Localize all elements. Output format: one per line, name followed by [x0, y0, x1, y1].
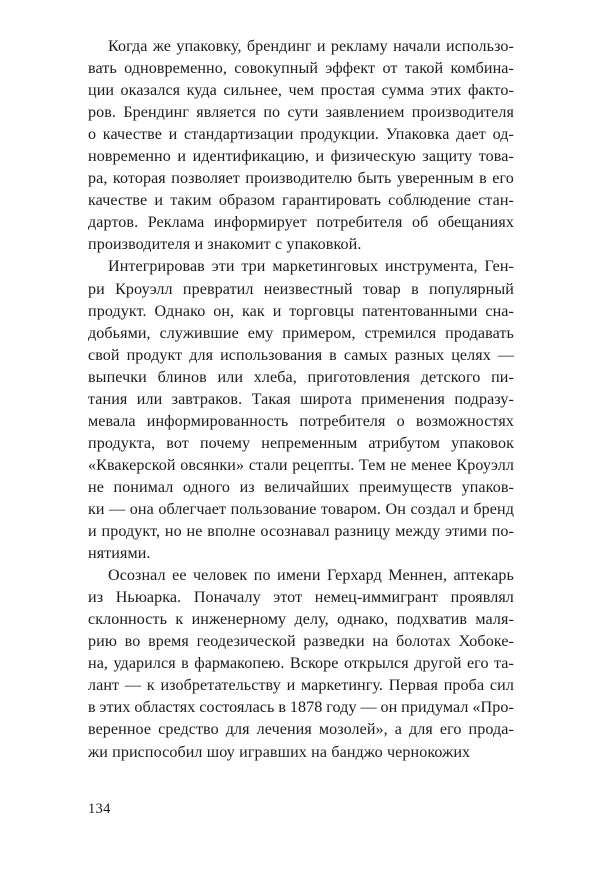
text-word: това- — [478, 148, 514, 166]
text-word: однако, — [337, 611, 389, 629]
text-line — [88, 301, 514, 323]
text-word: Когда — [108, 38, 148, 55]
text-word: к — [175, 611, 184, 629]
text-word: и — [177, 148, 187, 166]
text-word: быть — [357, 170, 392, 188]
text-line — [88, 124, 514, 146]
text-line — [88, 58, 514, 80]
text-word: как — [242, 302, 265, 320]
text-line — [88, 323, 514, 345]
text-word: другой — [414, 655, 462, 673]
text-word: овсянки» — [180, 456, 245, 474]
text-word: разных — [394, 346, 445, 364]
text-word: ции — [88, 82, 115, 100]
text-word: этих — [99, 699, 131, 717]
text-word: о — [88, 126, 97, 144]
text-word: стремился — [364, 324, 437, 342]
text-word: разведки — [303, 633, 365, 651]
text-word: использо- — [446, 38, 514, 55]
text-word: ров. — [88, 104, 117, 122]
text-word: Первая — [388, 677, 438, 695]
text-word: или — [136, 390, 163, 408]
text-word: упаковок — [451, 434, 514, 452]
text-word: Реклама — [147, 214, 205, 232]
text-word: Осознал — [108, 567, 166, 585]
text-word: ки — [88, 500, 105, 518]
text-word: сильнее, — [223, 82, 283, 100]
text-word: факто- — [468, 82, 514, 100]
text-line: жи приспособил шоу игравших на банджо чернокожих — [88, 743, 471, 761]
text-word: в — [479, 170, 487, 188]
text-word: она — [129, 500, 154, 518]
text-word: три — [241, 258, 266, 276]
text-word: патентованными — [361, 302, 478, 320]
text-word: позволяет — [171, 170, 240, 188]
text-word: создал — [410, 500, 456, 518]
text-line — [88, 587, 514, 609]
text-line — [88, 455, 514, 477]
text-line — [88, 631, 514, 653]
text-word: году — [326, 699, 357, 717]
text-word: в — [411, 280, 419, 298]
text-word: рецепты. — [292, 456, 355, 474]
text-word: областях — [134, 699, 196, 717]
text-line: нятиями. — [88, 545, 151, 563]
text-word: подразу- — [454, 390, 514, 408]
text-word: стан- — [478, 192, 514, 210]
text-word: завтраков. — [171, 390, 243, 408]
text-word: превратил — [182, 280, 254, 298]
text-word: менее — [411, 456, 452, 474]
text-word: комбина- — [450, 60, 514, 78]
text-word: Поначалу — [193, 589, 261, 607]
text-word: стали — [248, 456, 288, 474]
text-word: по — [253, 567, 271, 585]
text-word: дартов. — [88, 214, 139, 232]
text-word: сна- — [485, 302, 514, 320]
text-word: информирует — [213, 214, 307, 232]
text-word: веренное — [88, 721, 152, 739]
text-word: продукции. — [300, 126, 380, 144]
text-word: од- — [492, 126, 514, 144]
text-word: для — [225, 721, 250, 739]
text-word: и — [460, 500, 469, 518]
text-word: продукт — [126, 346, 183, 364]
text-word: Интегрировав — [108, 258, 205, 276]
text-word: — — [497, 346, 514, 364]
text-word: лант — [88, 677, 120, 695]
text-word: использования — [220, 346, 323, 364]
text-word: — — [360, 699, 377, 717]
text-word: и — [272, 302, 282, 320]
page-number: 134 — [88, 801, 111, 817]
text-word: защиту — [422, 148, 473, 166]
text-word: оказался — [120, 82, 181, 100]
text-word: брендинг — [246, 38, 312, 55]
text-word: продукт, — [101, 523, 161, 541]
text-word: Хобоке- — [458, 633, 514, 651]
text-word: геодезической — [196, 633, 296, 651]
text-word: детского — [420, 368, 481, 386]
text-word: уверенным — [396, 170, 474, 188]
text-word: таким — [170, 192, 212, 210]
text-word: гарантировать — [282, 192, 381, 210]
text-word: для — [189, 346, 214, 364]
text-word: приготовления — [307, 368, 410, 386]
text-word: открылся — [343, 655, 409, 673]
text-word: простая — [320, 82, 376, 100]
text-word: ри — [88, 280, 105, 298]
text-word: не — [88, 478, 104, 496]
text-word: Однако — [154, 302, 206, 320]
text-word: его — [466, 655, 489, 673]
text-word: широта — [300, 390, 352, 408]
text-word: продавать — [445, 324, 514, 342]
text-word: Упаковка — [385, 126, 450, 144]
text-word: на — [372, 633, 389, 651]
text-word: в — [278, 699, 286, 717]
text-word: склонность — [88, 611, 168, 629]
text-word: применения — [361, 390, 445, 408]
text-word: Ньюарка. — [115, 589, 182, 607]
text-word: инженерному — [191, 611, 287, 629]
text-line — [88, 345, 514, 367]
text-line — [88, 411, 514, 433]
text-line: производителя и знакомит с упаковкой. — [88, 236, 362, 254]
text-word: продукт. — [88, 302, 147, 320]
text-word: средство — [158, 721, 219, 739]
text-word: стандартизации — [184, 126, 294, 144]
text-word: хлеба, — [253, 368, 297, 386]
text-word: примером, — [282, 324, 356, 342]
text-word: и — [315, 148, 325, 166]
text-word: упаковку, — [176, 38, 242, 55]
paragraph-2 — [88, 256, 514, 565]
text-word: непременным — [261, 434, 358, 452]
text-line — [88, 499, 514, 521]
text-word: маркетингу. — [301, 677, 384, 695]
text-word: по — [263, 104, 281, 122]
text-word: фармакопею. — [194, 655, 285, 673]
text-word: продукта, — [88, 434, 156, 452]
text-word: этими — [445, 523, 487, 541]
text-word: идентификацию, — [192, 148, 309, 166]
text-word: торговцы — [289, 302, 355, 320]
text-word: понимал — [113, 478, 174, 496]
text-word: Герхард — [327, 567, 382, 585]
text-word: из — [239, 478, 255, 496]
text-word: и — [88, 523, 97, 541]
text-word: Тем — [359, 456, 386, 474]
text-word: же — [152, 38, 172, 55]
text-word: чем — [288, 82, 315, 100]
text-word: этих — [430, 82, 462, 100]
text-word: но — [164, 523, 182, 541]
text-word: служившие — [159, 324, 239, 342]
text-word: этот — [273, 589, 303, 607]
text-word: почему — [199, 434, 251, 452]
text-word: проявлял — [450, 589, 514, 607]
text-word: сути — [287, 104, 319, 122]
text-word: производителю — [245, 170, 353, 188]
text-line — [88, 433, 514, 455]
text-word: состоялась — [199, 699, 275, 717]
text-word: придумал — [401, 699, 469, 717]
text-word: преимуществ — [358, 478, 453, 496]
text-word: Ген- — [484, 258, 514, 276]
text-word: — — [109, 500, 126, 518]
text-line — [88, 565, 514, 587]
text-word: и — [168, 126, 178, 144]
text-line — [88, 102, 514, 124]
text-word: атрибутом — [368, 434, 441, 452]
text-word: его — [492, 170, 514, 188]
text-word: подхватив — [396, 611, 468, 629]
text-word: аптекарь — [453, 567, 514, 585]
text-word: и — [316, 38, 326, 55]
text-word: одновременно, — [124, 60, 227, 78]
text-line — [88, 256, 514, 278]
text-word: пи- — [491, 368, 514, 386]
text-word: добьями, — [88, 324, 151, 342]
text-line — [88, 367, 514, 389]
text-word: делу, — [294, 611, 329, 629]
text-word: рекламу — [330, 38, 388, 55]
text-line — [88, 279, 514, 301]
text-word: на, — [88, 655, 109, 673]
text-word: осознавал — [260, 523, 330, 541]
text-word: и — [154, 192, 164, 210]
text-word: потребителя — [299, 412, 386, 430]
text-word: сил — [489, 677, 514, 695]
text-word: от — [382, 60, 398, 78]
text-word: товар — [362, 280, 401, 298]
text-word: время — [148, 633, 189, 651]
text-word: не — [186, 523, 203, 541]
text-word: ударился — [113, 655, 176, 673]
text-word: имени — [277, 567, 321, 585]
text-word: эти — [211, 258, 235, 276]
text-word: к — [146, 677, 155, 695]
text-word: производителя — [411, 104, 514, 122]
text-line — [88, 80, 514, 102]
text-word: в — [181, 655, 189, 673]
text-word: он, — [213, 302, 235, 320]
text-word: сумма — [381, 82, 425, 100]
text-word: «Квакерской — [88, 456, 176, 474]
text-word: вполне — [207, 523, 256, 541]
text-line — [88, 146, 514, 168]
text-word: заявлением — [325, 104, 405, 122]
text-word: лечения — [256, 721, 312, 739]
text-line — [88, 609, 514, 631]
text-line — [88, 389, 514, 411]
page-text-body — [88, 36, 514, 764]
text-word: проба — [443, 677, 485, 695]
text-word: начали — [393, 38, 441, 55]
text-word: куда — [186, 82, 217, 100]
text-word: самых — [343, 346, 388, 364]
text-word: Кроуэлл — [115, 280, 173, 298]
text-line — [88, 653, 514, 675]
text-word: Меннен, — [388, 567, 448, 585]
text-word: Такая — [251, 390, 291, 408]
text-word: неизвестный — [263, 280, 353, 298]
text-word: целях — [451, 346, 491, 364]
text-line — [88, 697, 514, 719]
text-word: 1878 — [289, 699, 323, 717]
paragraph-1 — [88, 36, 514, 256]
text-word: Он — [385, 500, 406, 518]
text-word: мозолей», — [318, 721, 388, 739]
text-line — [88, 168, 514, 190]
text-word: та- — [494, 655, 514, 673]
text-word: величайших — [264, 478, 350, 496]
text-word: маля- — [475, 611, 514, 629]
text-word: которая — [112, 170, 166, 188]
text-word: между — [395, 523, 441, 541]
text-word: для — [409, 721, 433, 739]
text-word: товаром. — [321, 500, 382, 518]
text-word: он — [380, 699, 398, 717]
text-word: и — [286, 677, 296, 695]
text-word: рию — [88, 633, 117, 651]
text-word: «Про- — [472, 699, 514, 717]
text-word: возможностях — [415, 412, 514, 430]
text-word: его — [439, 721, 462, 739]
text-word: вать — [88, 60, 117, 78]
text-word: Вскоре — [289, 655, 339, 673]
text-word: блинов — [157, 368, 207, 386]
text-word: одного — [182, 478, 231, 496]
text-word: упаков- — [461, 478, 514, 496]
text-word: Брендинг — [123, 104, 190, 122]
text-word: дает — [456, 126, 486, 144]
text-word: эффект — [325, 60, 376, 78]
text-word: популярный — [429, 280, 514, 298]
text-word: обещаниях — [437, 214, 514, 232]
text-word: облегчает — [158, 500, 227, 518]
text-word: выпечки — [88, 368, 147, 386]
text-word: соблюдение — [388, 192, 471, 210]
text-line — [88, 521, 514, 543]
text-word: такой — [404, 60, 444, 78]
text-word: инструмента, — [385, 258, 478, 276]
text-word: разницу — [334, 523, 391, 541]
text-word: физическую — [330, 148, 416, 166]
text-line — [88, 190, 514, 212]
text-word: об — [411, 214, 429, 232]
text-word: пользование — [230, 500, 317, 518]
text-word: человек — [192, 567, 248, 585]
text-word: совокупный — [234, 60, 319, 78]
text-word: тания — [88, 390, 128, 408]
text-word: — — [124, 677, 142, 695]
text-word: ра, — [88, 170, 108, 188]
text-word: вот — [166, 434, 189, 452]
text-line — [88, 675, 514, 697]
text-word: прода- — [468, 721, 514, 739]
text-line — [88, 36, 514, 58]
text-word: ему — [247, 324, 274, 342]
text-word: потребителя — [316, 214, 403, 232]
text-word: или — [217, 368, 244, 386]
text-word: болотах — [396, 633, 451, 651]
text-word: бренд — [473, 500, 514, 518]
text-word: маркетинговых — [272, 258, 379, 276]
text-word: мевала — [88, 412, 136, 430]
text-word: качестве — [102, 126, 162, 144]
text-word: является — [196, 104, 257, 122]
paragraph-3 — [88, 565, 514, 763]
text-word: во — [124, 633, 141, 651]
text-word: немец-иммигрант — [314, 589, 439, 607]
text-word: качестве — [88, 192, 148, 210]
text-word: свой — [88, 346, 120, 364]
text-word: из — [88, 589, 104, 607]
text-line — [88, 477, 514, 499]
text-word: по- — [491, 523, 514, 541]
text-word: изобретательству — [160, 677, 281, 695]
text-word: ее — [172, 567, 187, 585]
text-line — [88, 719, 514, 741]
text-word: о — [396, 412, 405, 430]
text-word: образом — [218, 192, 275, 210]
text-word: в — [88, 699, 96, 717]
text-word: а — [394, 721, 402, 739]
text-line — [88, 212, 514, 234]
text-word: Кроуэлл — [456, 456, 514, 474]
text-word: новременно — [88, 148, 171, 166]
text-word: информированность — [146, 412, 289, 430]
text-word: не — [390, 456, 407, 474]
text-word: в — [329, 346, 337, 364]
